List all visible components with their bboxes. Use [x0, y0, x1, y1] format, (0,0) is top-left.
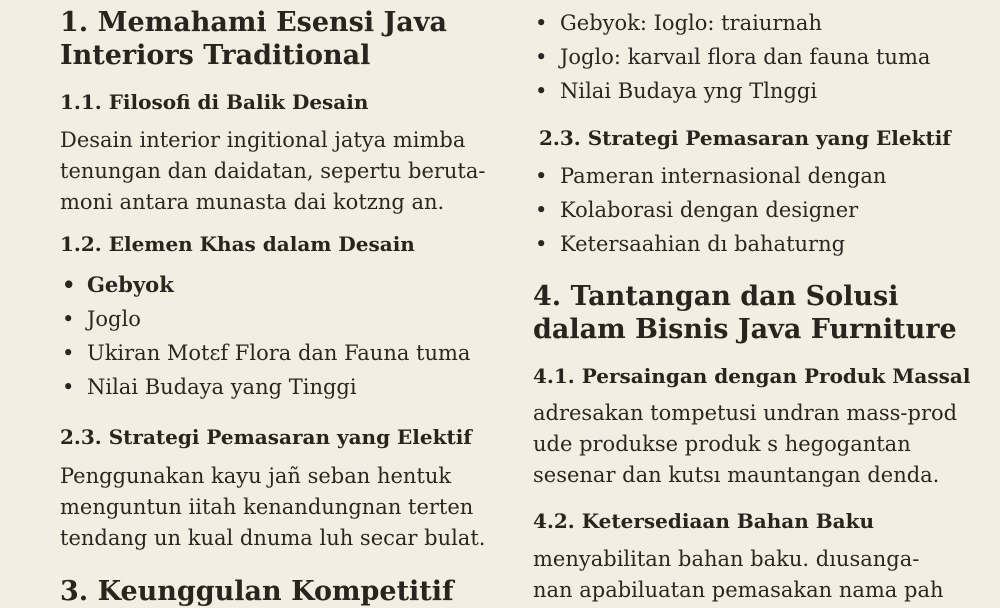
- list-item: • Joglo: [60, 302, 470, 336]
- list-item: • Gebyok: [60, 268, 470, 302]
- top-continued-list: [533, 6, 930, 108]
- paragraph-line: tendang un kual dnuma luh secar bulat.: [60, 526, 486, 550]
- list-item: • Nilai Budaya yng Tlnggi: [533, 74, 930, 108]
- subsection-2-3-heading-left: 2.3. Strategi Pemasaran yang Elektif: [60, 425, 472, 449]
- paragraph-line: moni antara munasta dai kotzng an.: [60, 190, 445, 214]
- elements-list: [60, 268, 470, 404]
- subsection-4-2-heading: 4.2. Ketersediaan Bahan Baku: [533, 509, 875, 533]
- section-1-title-line-1: 1. Memahami Esensi Java: [60, 7, 447, 38]
- section-1-heading: [60, 6, 447, 72]
- subsection-4-1-paragraph: [533, 398, 957, 491]
- paragraph-line: sesenar dan kutsı mauntangan denda.: [533, 463, 940, 487]
- list-item: • Kolaborasi dengan designer: [533, 193, 886, 227]
- marketing-list: [533, 159, 886, 261]
- section-3-heading: 3. Keunggulan Kompetitif: [60, 576, 454, 607]
- subsection-2-3-heading-right: 2.3. Strategi Pemasaran yang Elektif: [539, 126, 951, 150]
- paragraph-line: Penggunakan kayu jañ seban hentuk: [60, 464, 452, 488]
- paragraph-line: ude produkse produk s hegogantan: [533, 432, 911, 456]
- subsection-4-2-paragraph: [533, 544, 944, 606]
- list-item: • Ukiran Motɛf Flora dan Fauna tuma: [60, 336, 470, 370]
- list-item: • Joglo: karvaıl flora dan fauna tuma: [533, 40, 930, 74]
- section-1-title-line-2: Interiors Traditional: [60, 40, 371, 71]
- paragraph-line: menyabilitan bahan baku. dıusanga-: [533, 547, 920, 571]
- subsection-1-2-heading: 1.2. Elemen Khas dalam Desain: [60, 232, 415, 256]
- section-4-title-line-2: dalam Bisnis Java Furniture: [533, 314, 957, 345]
- paragraph-line: menguntun iitah kenandungnan terten: [60, 495, 474, 519]
- paragraph-line: Desain interior ingitional jatya mimba: [60, 128, 466, 152]
- list-item: • Nilai Budaya yang Tinggi: [60, 370, 470, 404]
- list-item: • Ketersaahian dı bahaturng: [533, 227, 886, 261]
- subsection-1-1-paragraph: [60, 125, 486, 218]
- section-4-heading: [533, 280, 957, 346]
- subsection-2-3-paragraph: [60, 461, 485, 554]
- paragraph-line: tenungan dan daidatan, sepertu beruta-: [60, 159, 486, 183]
- paragraph-line: adresakan tompetusi undran mass-prod: [533, 401, 958, 425]
- list-item: • Pameran internasional dengan: [533, 159, 886, 193]
- section-4-title-line-1: 4. Tantangan dan Solusi: [533, 281, 899, 312]
- subsection-1-1-heading: 1.1. Filosofi di Balik Desain: [60, 90, 369, 114]
- paragraph-line: nan apabiluatan pemasakan nama pah: [533, 578, 944, 602]
- list-item: • Gebyok: Ioglo: traiurnah: [533, 6, 930, 40]
- subsection-4-1-heading: 4.1. Persaingan dengan Produk Massal: [533, 364, 971, 388]
